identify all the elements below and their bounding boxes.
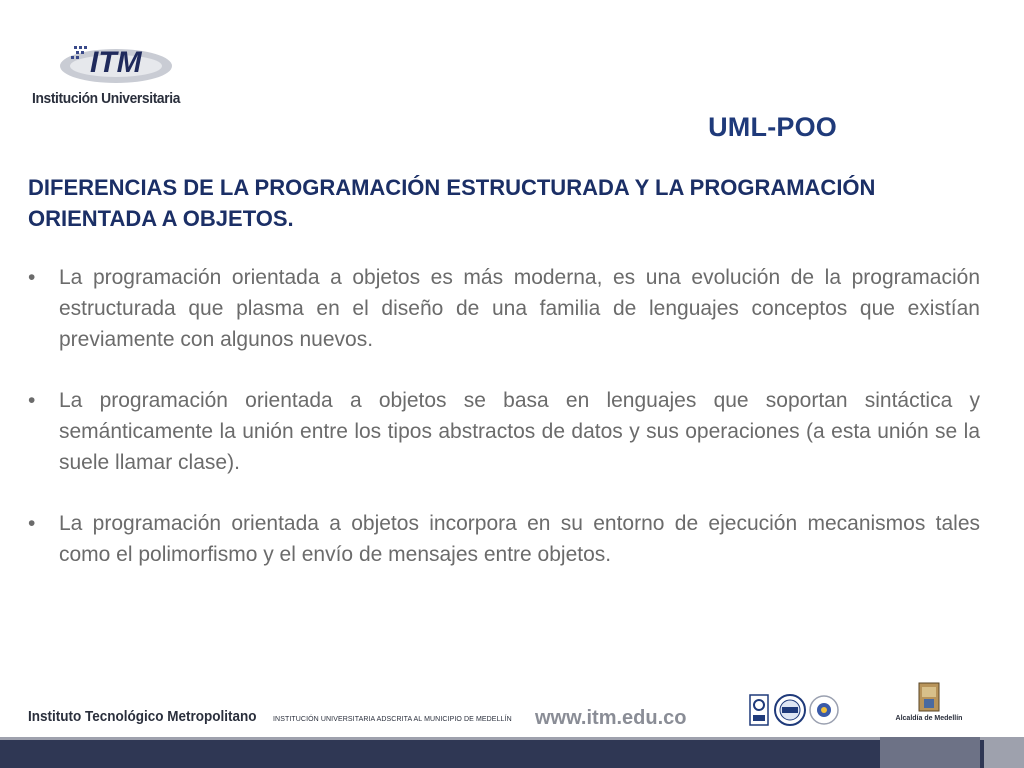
city-hall-label: Alcaldía de Medellín xyxy=(895,715,963,722)
footer-bar-segment xyxy=(880,737,980,768)
institute-subtitle: INSTITUCIÓN UNIVERSITARIA ADSCRITA AL MUNICIPIO DE MEDELLÍN xyxy=(273,716,512,723)
logo-caption: Institución Universitaria xyxy=(32,90,181,107)
city-shield-icon xyxy=(888,681,970,715)
iqnet-icon xyxy=(775,695,805,725)
section-heading: DIFERENCIAS DE LA PROGRAMACIÓN ESTRUCTURADA Y LA PROGRAMACIÓN ORIENTADA A OBJETOS. xyxy=(28,175,876,231)
svg-text:ITM: ITM xyxy=(90,46,142,79)
bullet-text: La programación orientada a objetos es más moderna, es una evolución de la programación estructurada que plasma en el diseño de una familia de lenguajes conceptos que existían previamente con algunos nuevos. xyxy=(59,266,980,351)
bullet-list xyxy=(28,262,980,600)
itm-logo-icon xyxy=(54,38,174,88)
icontec-icon xyxy=(750,695,768,725)
footer-bar xyxy=(0,737,1024,768)
course-title: UML-POO xyxy=(708,112,837,142)
list-item xyxy=(28,508,980,570)
itm-logo xyxy=(32,38,192,110)
quality-seal-icon xyxy=(810,696,838,724)
certification-logos xyxy=(748,691,843,729)
institute-name: Instituto Tecnológico Metropolitano xyxy=(28,708,257,725)
bullet-marker: • xyxy=(28,266,36,289)
footer-bar-segment xyxy=(984,737,1024,768)
alcaldia-logo xyxy=(888,681,970,727)
bullet-marker: • xyxy=(28,389,36,412)
list-item xyxy=(28,385,980,478)
website-link[interactable]: www.itm.edu.co xyxy=(535,707,687,729)
bullet-text: La programación orientada a objetos incorpora en su entorno de ejecución mecanismos tales como el polimorfismo y el envío de mensajes entre objetos. xyxy=(59,512,980,566)
footer-bar-stripe xyxy=(0,737,1024,740)
list-item xyxy=(28,262,980,355)
bullet-marker: • xyxy=(28,512,36,535)
bullet-text: La programación orientada a objetos se basa en lenguajes que soportan sintáctica y semánticamente la unión entre los tipos abstractos de datos y sus operaciones (a esta unión se la suele llamar clase). xyxy=(59,389,980,474)
